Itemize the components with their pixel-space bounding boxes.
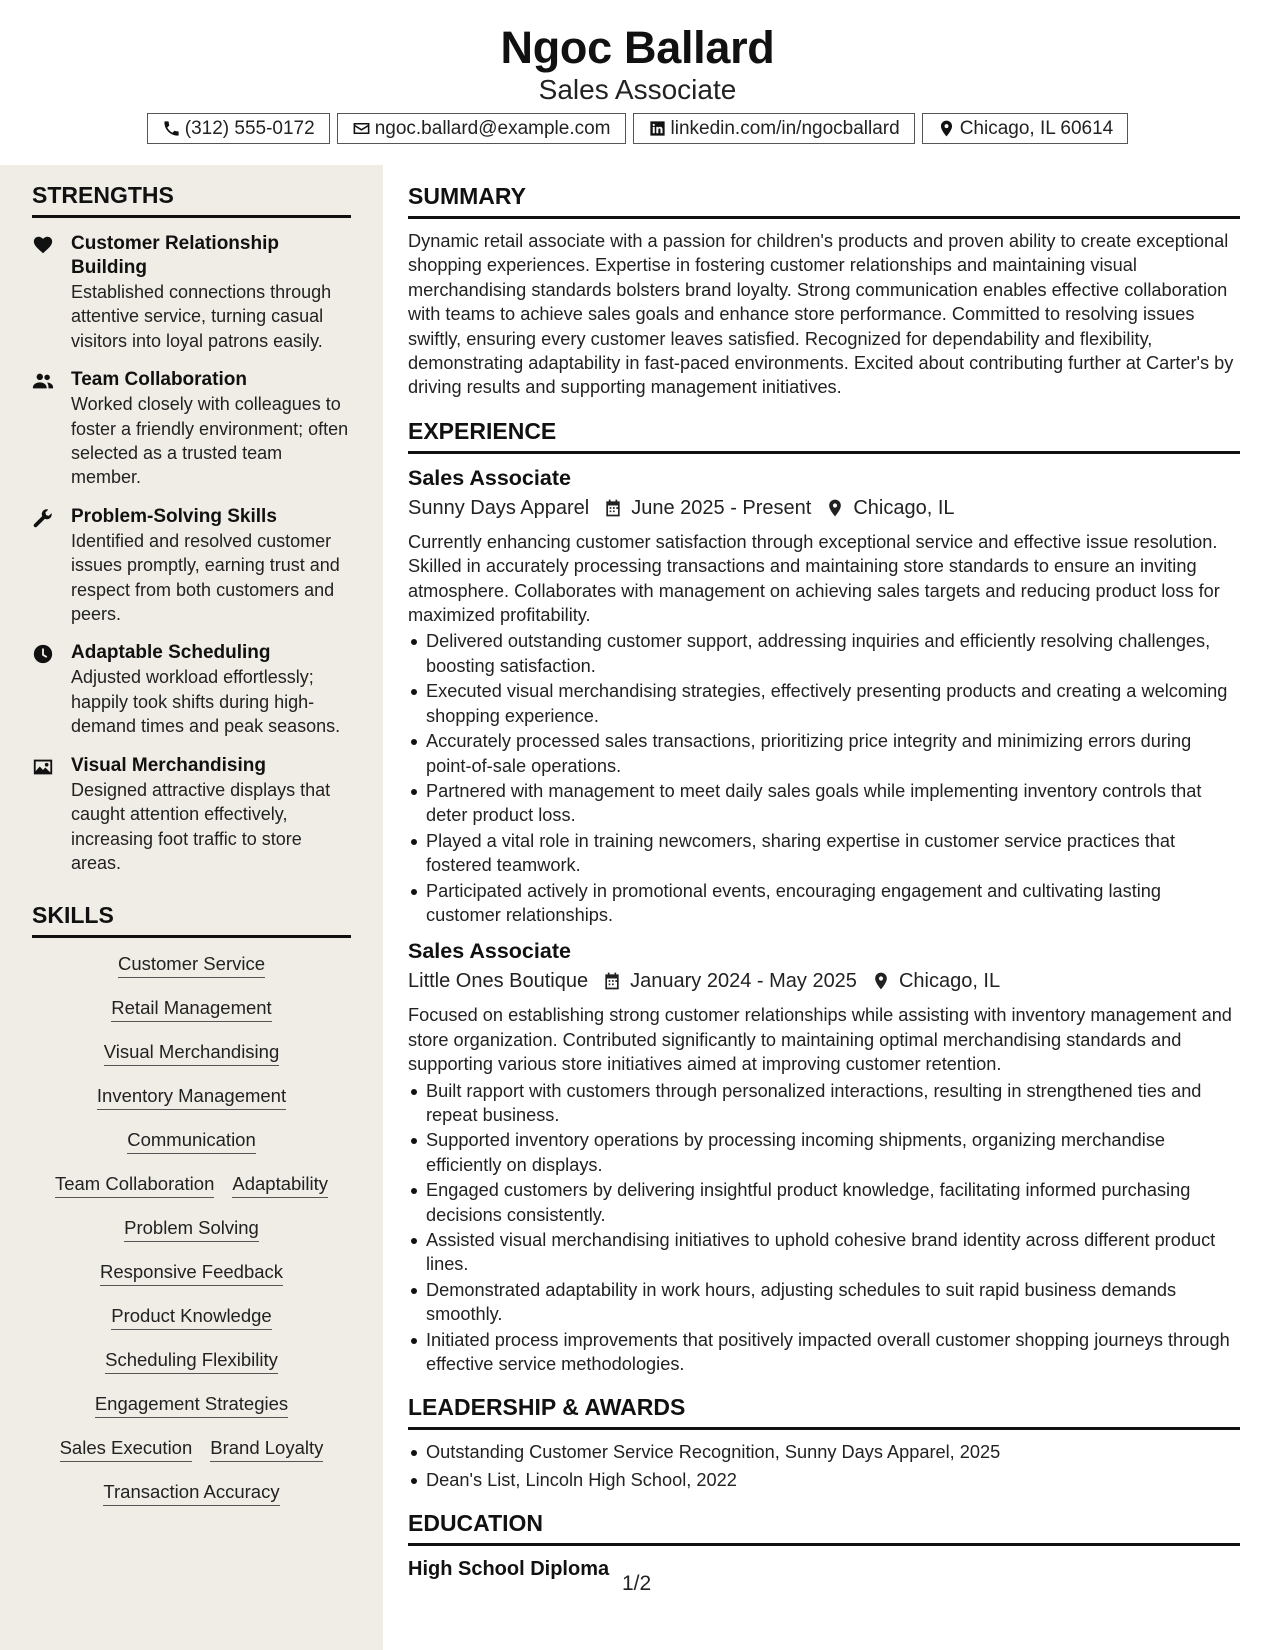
job-bullet: Accurately processed sales transactions, prioritizing price integrity and minimizing errors during point-of-sale operations.: [408, 729, 1240, 778]
job-bullet: Partnered with management to meet daily sales goals while implementing inventory controls that deter product loss.: [408, 779, 1240, 828]
skill-tag: Customer Service: [118, 953, 265, 978]
calendar-icon: [603, 498, 623, 518]
skill-tag: Scheduling Flexibility: [105, 1349, 278, 1374]
contact-linkedin: [633, 113, 915, 144]
skill-tag: Transaction Accuracy: [103, 1481, 279, 1506]
strength-title: Customer Relationship Building: [71, 233, 279, 278]
users-icon: [32, 370, 54, 392]
strength-desc: Adjusted workload effortlessly; happily took shifts during high-demand times and peak seasons.: [71, 667, 341, 737]
job-bullet: Assisted visual merchandising initiatives to uphold cohesive brand identity across different product lines.: [408, 1228, 1240, 1277]
email-icon: [352, 119, 371, 138]
job-entry: [408, 937, 1240, 1376]
wrench-icon: [32, 507, 54, 529]
experience-section: [408, 418, 1240, 1377]
strengths-list: [32, 232, 351, 875]
strength-title: Adaptable Scheduling: [71, 642, 271, 664]
skills-list: [32, 953, 351, 1506]
linkedin-text: linkedin.com/in/ngocballard: [670, 117, 900, 139]
education-degree: High School Diploma: [408, 1558, 610, 1581]
skill-tag: Adaptability: [232, 1173, 328, 1198]
phone-icon: [162, 119, 181, 138]
main-content: [408, 165, 1240, 1582]
skill-tag: Team Collaboration: [55, 1173, 214, 1198]
job-bullets: [408, 629, 1240, 927]
clock-icon: [32, 643, 54, 665]
job-location: Chicago, IL: [853, 496, 955, 519]
education-heading: EDUCATION: [408, 1510, 1240, 1546]
awards-section: [408, 1394, 1240, 1492]
contact-email: [337, 113, 626, 144]
job-meta: [408, 967, 1240, 995]
job-location: Chicago, IL: [898, 970, 1001, 993]
candidate-title: Sales Associate: [538, 74, 737, 105]
job-company: Sunny Days Apparel: [408, 496, 590, 519]
skill-tag: Sales Execution: [60, 1437, 193, 1462]
strength-title: Team Collaboration: [71, 369, 247, 391]
summary-heading: SUMMARY: [408, 183, 1240, 219]
strengths-section: [32, 182, 351, 890]
awards-heading: LEADERSHIP & AWARDS: [408, 1394, 1240, 1430]
job-bullet: Engaged customers by delivering insightful product knowledge, facilitating informed purchasing decisions consistently.: [408, 1178, 1240, 1227]
email-text: ngoc.ballard@example.com: [374, 117, 611, 139]
location-pin-icon: [825, 498, 845, 518]
strength-item: [32, 754, 351, 876]
page-number: 1/2: [622, 1572, 652, 1595]
linkedin-icon: [648, 119, 667, 138]
summary-text: Dynamic retail associate with a passion for children's products and proven ability to create exceptional shopping experiences. Expertise in fostering customer relationships and maintaining visual merchandising standards bolsters brand loyalty. Strong communication enables effective collaboration with teams to achieve sales goals and enhance store performance. Committed to resolving issues swiftly, ensuring every customer leaves satisfied. Recognized for dependability and flexibility, demonstrating adaptability in fast-paced environments. Excited about contributing further at Carter's by driving results and supporting management initiatives.: [408, 231, 1234, 398]
job-bullet: Initiated process improvements that positively impacted overall customer shopping journeys through effective service methodologies.: [408, 1328, 1240, 1377]
job-bullet: Built rapport with customers through personalized interactions, resulting in strengthened ties and repeat business.: [408, 1079, 1240, 1128]
job-bullet: Executed visual merchandising strategies, effectively presenting products and creating a welcoming shopping experience.: [408, 679, 1240, 728]
skill-tag: Product Knowledge: [111, 1305, 271, 1330]
resume-header: [0, 0, 1275, 165]
contact-location: [922, 113, 1129, 144]
experience-heading: EXPERIENCE: [408, 418, 1240, 454]
job-dates: June 2025 - Present: [631, 496, 812, 519]
job-dates: January 2024 - May 2025: [630, 970, 857, 993]
job-summary: Focused on establishing strong customer relationships while assisting with inventory management and store organization. Contributed significantly to maintaining optimal merchandising standards and supporting various store initiatives aimed at improving customer retention.: [408, 1005, 1232, 1075]
location-pin-icon: [937, 119, 956, 138]
job-company: Little Ones Boutique: [408, 970, 589, 993]
skills-heading: SKILLS: [32, 902, 351, 938]
job-bullet: Played a vital role in training newcomers, sharing expertise in customer service practices that fostered teamwork.: [408, 829, 1240, 878]
skill-tag: Brand Loyalty: [210, 1437, 323, 1462]
skill-tag: Communication: [127, 1129, 256, 1154]
strength-title: Problem-Solving Skills: [71, 505, 277, 527]
contact-bar: [0, 113, 1275, 144]
skill-tag: Inventory Management: [97, 1085, 286, 1110]
strength-desc: Established connections through attentive service, turning casual visitors into loyal patrons easily.: [71, 282, 332, 351]
sidebar: [0, 165, 383, 1650]
strength-desc: Designed attractive displays that caught attention effectively, increasing foot traffic to store areas.: [71, 779, 331, 873]
candidate-name: Ngoc Ballard: [500, 22, 775, 73]
skill-tag: Responsive Feedback: [100, 1261, 283, 1286]
job-bullet: Demonstrated adaptability in work hours, adjusting schedules to suit rapid business demands smoothly.: [408, 1278, 1240, 1327]
skill-tag: Retail Management: [111, 997, 271, 1022]
skill-tag: Engagement Strategies: [95, 1393, 288, 1418]
strengths-heading: STRENGTHS: [32, 182, 351, 218]
awards-list: [408, 1440, 1240, 1492]
job-bullet: Delivered outstanding customer support, addressing inquiries and efficiently resolving challenges, boosting satisfaction.: [408, 629, 1240, 678]
job-summary: Currently enhancing customer satisfaction through exceptional service and effective issue resolution. Skilled in accurately processing transactions and maintaining store standards to ensure an inviting atmosphere. Collaborates with management on achieving sales targets and reducing product loss for maximized profitability.: [408, 531, 1220, 626]
job-bullets: [408, 1079, 1240, 1377]
phone-text: (312) 555-0172: [184, 117, 315, 139]
location-text: Chicago, IL 60614: [959, 117, 1114, 139]
skill-tag: Visual Merchandising: [104, 1041, 280, 1066]
job-title: Sales Associate: [408, 939, 571, 964]
summary-section: [408, 183, 1240, 400]
strength-item: [32, 505, 351, 627]
strength-item: [32, 232, 351, 353]
strength-title: Visual Merchandising: [71, 754, 266, 776]
education-section: [408, 1510, 1240, 1582]
award-item: Outstanding Customer Service Recognition, Sunny Days Apparel, 2025: [408, 1440, 1240, 1464]
skills-section: [32, 902, 351, 1525]
strength-desc: Identified and resolved customer issues promptly, earning trust and respect from both customers and peers.: [71, 530, 340, 625]
strength-item: [32, 368, 351, 490]
award-item: Dean's List, Lincoln High School, 2022: [408, 1468, 1240, 1492]
image-icon: [32, 756, 54, 778]
contact-phone: [147, 113, 330, 144]
job-bullet: Participated actively in promotional events, encouraging engagement and cultivating lasting customer relationships.: [408, 879, 1240, 928]
strength-item: [32, 641, 351, 738]
job-entry: [408, 464, 1240, 928]
heart-icon: [32, 234, 54, 256]
strength-desc: Worked closely with colleagues to foster a friendly environment; often selected as a trusted team member.: [71, 394, 349, 488]
job-bullet: Supported inventory operations by processing incoming shipments, organizing merchandise efficiently on displays.: [408, 1128, 1240, 1177]
job-title: Sales Associate: [408, 465, 571, 490]
location-pin-icon: [871, 971, 891, 991]
skill-tag: Problem Solving: [124, 1217, 259, 1242]
calendar-icon: [602, 971, 622, 991]
job-meta: [408, 494, 1240, 522]
